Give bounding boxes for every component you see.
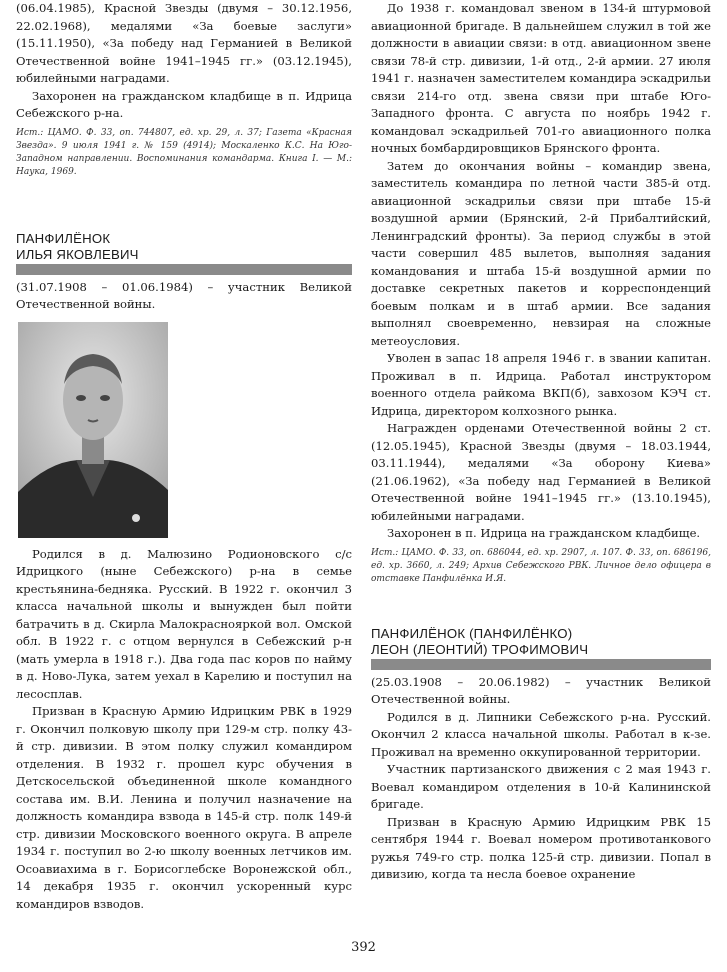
paragraph: (06.04.1985), Красной Звезды (двумя – 30.12.1956, 22.02.1968), медалями «За боевые заслуги» (15.11.1950), «За победу над Германией в Великой Отечественной войне 1941–1945 гг.» (03.12.1945), юбилейными наградами.	[16, 1, 352, 85]
left-column	[16, 0, 352, 913]
heading-rule	[16, 264, 352, 275]
entry-surname: ПАНФИЛЁНОК	[16, 230, 111, 246]
paragraph: Родился в д. Малюзино Родионовского с/с Идрицкого (ныне Себежского) р-на в семье крестьянина-бедняка. Русский. В 1922 г. окончил 3 класса начальной школы и вынужден был пойти батрачить в д. Скирла Малокраснояркой вол. Омской обл. В 1922 г. с отцом вернулся в Себежский р-н (мать умерла в 1918 г.). Два года пас коров по найму в д. Ново-Лука, затем уехал в Карелию и поступил на лесосплав.	[16, 546, 352, 701]
portrait-image	[18, 322, 168, 538]
paragraph: До 1938 г. командовал звеном в 134-й штурмовой авиационной бригаде. В дальнейшем служил в той же должности в авиации связи: в отд. авиационном звене связи 78-й стр. дивизии, 1-й отд., 2-й армии. 27 июля 1941 г. назначен заместителем командира эскадрильи связи 214-го отд. звена связи при штабе Юго-Западного фронта. С августа по ноябрь 1942 г. командовал эскадрильей 701-го авиационного полка ночных бомбардировщиков Брянского фронта.	[371, 1, 711, 155]
entry-given-names: ЛЕОН (ЛЕОНТИЙ) ТРОФИМОВИЧ	[371, 641, 589, 657]
source-note: Ист.: ЦАМО. Ф. 33, оп. 686044, ед. хр. 2907, л. 107. Ф. 33, оп. 686196, ед. хр. 3660, л. 249; Архив Себежского РВК. Личное дело офицера в отставке Панфилёнка И.Я.	[371, 547, 711, 584]
entry-dates: (25.03.1908 – 20.06.1982) – участник Великой Отечественной войны.	[371, 674, 711, 706]
entry-heading	[16, 231, 352, 263]
entry-given-names: ИЛЬЯ ЯКОВЛЕВИЧ	[16, 246, 139, 262]
right-column	[371, 0, 711, 884]
paragraph: Награжден орденами Отечественной войны 2 ст. (12.05.1945), Красной Звезды (двумя – 18.03.1944, 03.11.1944), медалями «За оборону Киева» (21.06.1962), «За победу над Германией в Великой Отечественной войне 1941–1945 гг.» (13.10.1945), юбилейными наградами.	[371, 421, 711, 523]
entry-heading	[371, 626, 711, 658]
page-number: 392	[351, 940, 376, 955]
paragraph: Затем до окончания войны – командир звена, заместитель командира по летной части 385-й отд. авиационной эскадрильи связи при штабе 15-й воздушной армии (Брянский, 2-й Прибалтийский, Ленинградский фронты). За период службы в этой части совершил 485 вылетов, выполняя задания командования и штаба 15-й воздушной армии по доставке секретных пакетов и корреспонденций боевым полкам и в штаб армии. Все задания выполнял своевременно, невзирая на сложные метеоусловия.	[371, 158, 711, 348]
heading-rule	[371, 659, 711, 670]
entry-dates: (31.07.1908 – 01.06.1984) – участник Великой Отечественной войны.	[16, 279, 352, 311]
paragraph: Захоронен в п. Идрица на гражданском кладбище.	[387, 526, 701, 540]
paragraph: Призван в Красную Армию Идрицким РВК 15 сентября 1944 г. Воевал номером противотанкового ружья 749-го стр. полка 125-й стр. дивизии. Попал в дивизию, когда та несла боевое охранение	[371, 814, 711, 881]
portrait-photo	[18, 322, 168, 538]
paragraph: Участник партизанского движения с 2 мая 1943 г. Воевал командиром отделения в 10-й Калининской бригаде.	[371, 762, 711, 811]
paragraph: Захоронен на гражданском кладбище в п. Идрица Себежского р-на.	[16, 88, 352, 120]
spacer	[371, 586, 711, 626]
paragraph: Призван в Красную Армию Идрицким РВК в 1929 г. Окончил полковую школу при 129-м стр. полку 43-й стр. дивизии. В этом полку служил командиром отделения. В 1932 г. прошел курс обучения в Детскосельской объединенной школе командного состава им. В.И. Ленина и получил назначение на должность командира взвода в 145-й стр. полк 149-й стр. дивизии Московского военного округа. В апреле 1934 г. поступил во 2-ю школу военных летчиков им. Осоавиахима в г. Борисоглебске Воронежской обл., 14 декабря 1935 г. окончил ускоренный курс командиров взводов.	[16, 704, 352, 911]
paragraph: Уволен в запас 18 апреля 1946 г. в звании капитан. Проживал в п. Идрица. Работал инструктором военного отдела райкома ВКП(б), завхозом КЭЧ ст. Идрица, директором колхозного рынка.	[371, 351, 711, 418]
source-note: Ист.: ЦАМО. Ф. 33, оп. 744807, ед. хр. 29, л. 37; Газета «Красная Звезда». 9 июля 1941 г. № 159 (4914); Москаленко К.С. На Юго-Западном направлении. Воспоминания командарма. Книга I. — М.: Наука, 1969.	[16, 127, 352, 177]
entry-surname: ПАНФИЛЁНОК (ПАНФИЛЁНКО)	[371, 625, 573, 641]
spacer	[16, 179, 352, 231]
paragraph: Родился в д. Липники Себежского р-на. Русский. Окончил 2 класса начальной школы. Работал в к-зе. Проживал на временно оккупированной территории.	[371, 709, 711, 759]
